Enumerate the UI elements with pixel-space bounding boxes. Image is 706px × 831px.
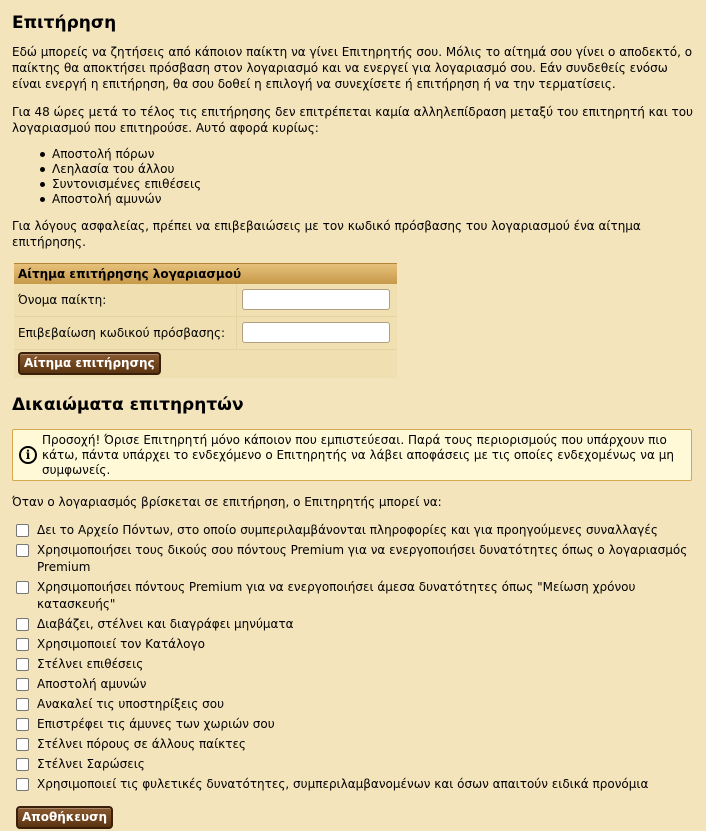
warning-box	[12, 429, 692, 481]
permission-label: Χρησιμοποιεί τον Κατάλογο	[37, 637, 205, 651]
permission-checkbox[interactable]	[16, 738, 29, 751]
divider	[236, 284, 237, 316]
password-input[interactable]	[242, 322, 390, 343]
permission-checkbox[interactable]	[16, 524, 29, 537]
security-text: Για λόγους ασφαλείας, πρέπει να επιβεβαιώσεις με τον κωδικό πρόσβασης του λογαριασμού ένα αίτημα επιτήρησης.	[12, 219, 641, 249]
restrictions-list	[38, 147, 201, 207]
player-row	[14, 284, 397, 317]
permission-item	[16, 636, 696, 653]
permission-label: Ανακαλεί τις υποστηρίξεις σου	[37, 697, 225, 711]
request-button[interactable]: Αίτημα επιτήρησης	[18, 352, 161, 375]
permission-checkbox[interactable]	[16, 618, 29, 631]
permission-label: Στέλνει επιθέσεις	[37, 657, 144, 671]
permission-label: Στέλνει πόρους σε άλλους παίκτες	[37, 737, 246, 751]
permission-label: Χρησιμοποιεί τις φυλετικές δυνατότητες, συμπεριλαμβανομένων και όσων απαιτούν ειδικά προνόμια	[37, 777, 649, 791]
permission-checkbox[interactable]	[16, 698, 29, 711]
permission-item	[16, 776, 696, 793]
info-icon: i	[19, 446, 37, 464]
form-header: Αίτημα επιτήρησης λογαριασμού	[14, 263, 397, 284]
intro-text: Εδώ μπορείς να ζητήσεις από κάποιον παίκτη να γίνει Επιτηρητής σου. Μόλις το αίτημά σου γίνει ο αποδεκτό, ο παίκτης θα αποκτήσει πρόσβαση στον λογαριασμό και να ενεργεί για λογαριασμό σου. Εάν συνδεθείς ενόσω είναι ενεργή η επιτήρηση, θα σου δοθεί η επιλογή να συνεχίσετε ή επιτήρηση ή να την τερματίσεις.	[12, 45, 693, 91]
permission-checkbox[interactable]	[16, 658, 29, 671]
notice-48h-text: Για 48 ώρες μετά το τέλος τις επιτήρησης δεν επιτρέπεται καμία αλληλεπίδραση μεταξύ του επιτηρητή και του λογαριασμού που επιτηρούσε. Αυτό αφορά κυρίως:	[12, 105, 693, 135]
player-name-input[interactable]	[242, 289, 390, 310]
permission-checkbox[interactable]	[16, 718, 29, 731]
permission-item	[16, 542, 696, 576]
list-item: Αποστολή πόρων	[38, 147, 201, 162]
request-form	[14, 263, 397, 378]
permission-checkbox[interactable]	[16, 581, 29, 594]
list-item: Αποστολή αμυνών	[38, 192, 201, 207]
when-text: Όταν ο λογαριασμός βρίσκεται σε επιτήρηση, ο Επιτηρητής μπορεί να:	[12, 495, 442, 509]
permission-item	[16, 616, 696, 633]
permission-item	[16, 756, 696, 773]
divider	[236, 317, 237, 349]
permission-checkbox[interactable]	[16, 544, 29, 557]
warning-text: Προσοχή! Όρισε Επιτηρητή μόνο κάποιον που εμπιστεύεσαι. Παρά τους περιορισμούς που υπάρχουν πιο κάτω, πάντα υπάρχει το ενδεχόμενο ο Επιτηρητής να λάβει αποφάσεις με τις οποίες ενδεχομένως να μη συμφωνείς.	[42, 433, 674, 477]
permission-label: Αποστολή αμυνών	[37, 677, 147, 691]
permission-item	[16, 656, 696, 673]
permission-item	[16, 696, 696, 713]
permission-label: Χρησιμοποιήσει πόντους Premium για να ενεργοποιήσει άμεσα δυνατότητες όπως "Μείωση χρόνου κατασκευής"	[37, 580, 636, 611]
permission-checkbox[interactable]	[16, 758, 29, 771]
password-label: Επιβεβαίωση κωδικού πρόσβασης:	[18, 326, 226, 340]
save-button[interactable]: Αποθήκευση	[16, 806, 113, 829]
permission-label: Στέλνει Σαρώσεις	[37, 757, 145, 771]
password-row	[14, 317, 397, 350]
permission-item	[16, 736, 696, 753]
page-title: Επιτήρηση	[12, 13, 117, 33]
permission-label: Χρησιμοποιήσει τους δικούς σου πόντους Premium για να ενεργοποιήσει δυνατότητες όπως ο λογαριασμός Premium	[37, 543, 688, 574]
permission-item	[16, 716, 696, 733]
player-label: Όνομα παίκτη:	[18, 293, 107, 307]
list-item: Λεηλασία του άλλου	[38, 162, 201, 177]
permission-item	[16, 676, 696, 693]
permissions-list	[16, 522, 696, 796]
permission-checkbox[interactable]	[16, 678, 29, 691]
permission-item	[16, 579, 696, 613]
permission-label: Διαβάζει, στέλνει και διαγράφει μηνύματα	[37, 617, 294, 631]
permission-label: Επιστρέφει τις άμυνες των χωριών σου	[37, 717, 275, 731]
rights-title: Δικαιώματα επιτηρητών	[12, 395, 244, 415]
permission-label: Δει το Αρχείο Πόντων, στο οποίο συμπεριλαμβάνονται πληροφορίες και για προηγούμενες συναλλαγές	[37, 523, 658, 537]
list-item: Συντονισμένες επιθέσεις	[38, 177, 201, 192]
permission-checkbox[interactable]	[16, 638, 29, 651]
permission-checkbox[interactable]	[16, 778, 29, 791]
permission-item	[16, 522, 696, 539]
